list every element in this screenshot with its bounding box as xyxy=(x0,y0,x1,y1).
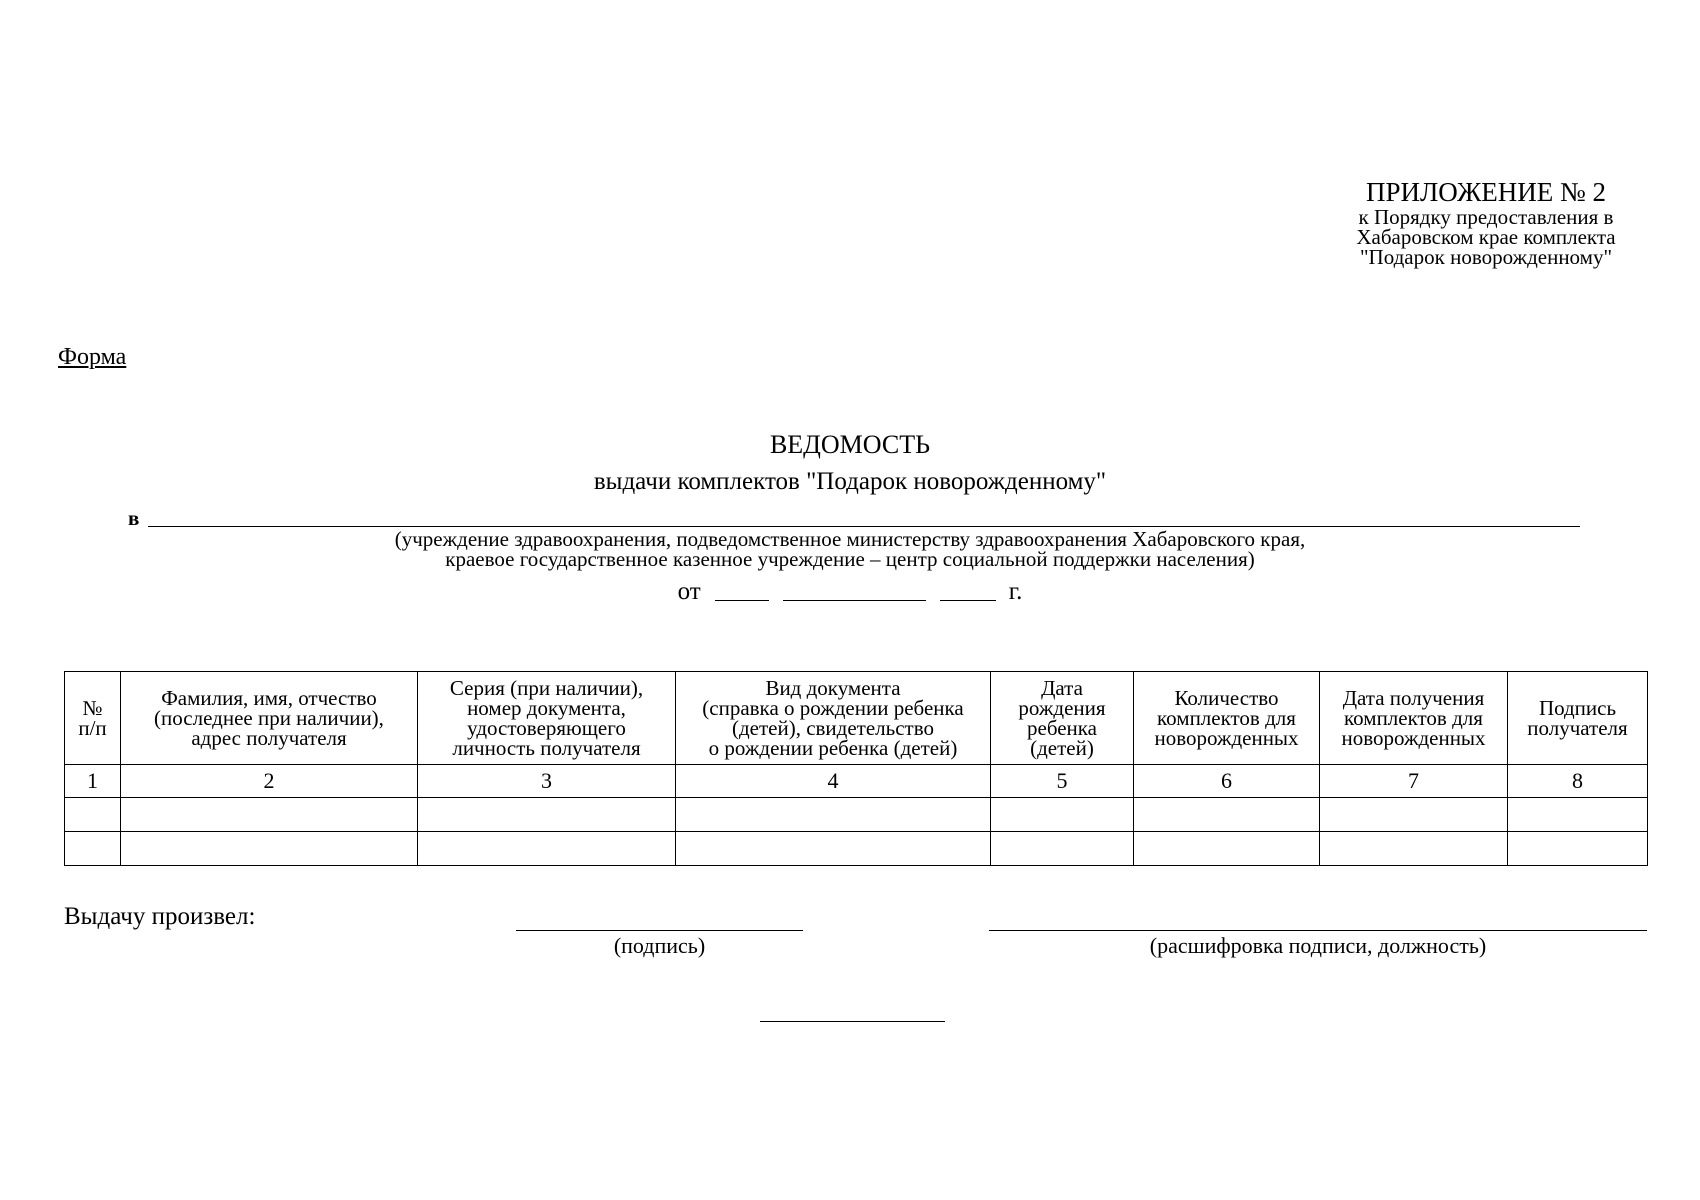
appendix-title: ПРИЛОЖЕНИЕ № 2 xyxy=(1365,177,1607,207)
appendix-line: Хабаровском крае комплекта xyxy=(1356,225,1616,249)
appendix-line: "Подарок новорожденному" xyxy=(1359,245,1613,269)
header-line: новорожденных xyxy=(1341,726,1486,750)
column-number-row xyxy=(65,765,1648,798)
header-line: (справка о рождении ребенка xyxy=(702,696,964,720)
table-cell[interactable] xyxy=(676,798,991,832)
column-header-document-type xyxy=(676,672,991,765)
table-cell[interactable] xyxy=(1508,798,1648,832)
header-line: новорожденных xyxy=(1154,726,1299,750)
signature-field-line[interactable] xyxy=(516,930,803,931)
table-cell[interactable] xyxy=(676,832,991,866)
date-row xyxy=(0,578,1700,606)
header-line: Вид документа xyxy=(765,676,901,700)
table-cell[interactable] xyxy=(991,798,1134,832)
header-line: комплектов для xyxy=(1344,706,1483,730)
header-line: адрес получателя xyxy=(191,726,347,750)
table-cell[interactable] xyxy=(991,832,1134,866)
column-header-number xyxy=(65,672,121,765)
table-cell[interactable] xyxy=(65,832,121,866)
header-line: ребенка xyxy=(1027,716,1097,740)
ledger-table xyxy=(64,671,1648,866)
table-cell[interactable] xyxy=(1508,832,1648,866)
column-number: 7 xyxy=(1320,765,1508,798)
header-line: Количество xyxy=(1174,686,1279,710)
header-line: Фамилия, имя, отчество xyxy=(161,686,377,710)
column-header-full-name xyxy=(121,672,418,765)
header-line: получателя xyxy=(1527,716,1628,740)
column-number: 1 xyxy=(65,765,121,798)
column-number: 8 xyxy=(1508,765,1648,798)
table-row xyxy=(65,798,1648,832)
header-line: удостоверяющего xyxy=(467,716,626,740)
header-line: Подпись xyxy=(1538,696,1617,720)
header-line: п/п xyxy=(78,716,107,740)
date-year-field[interactable] xyxy=(940,578,996,601)
document-subtitle: выдачи комплектов "Подарок новорожденному" xyxy=(593,468,1107,495)
header-line: Серия (при наличии), xyxy=(449,676,644,700)
table-cell[interactable] xyxy=(418,798,676,832)
date-prefix: от xyxy=(677,578,701,605)
column-number: 5 xyxy=(991,765,1134,798)
issued-by-label: Выдачу произвел: xyxy=(64,903,256,930)
header-line: о рождении ребенка (детей) xyxy=(708,736,958,760)
table-cell[interactable] xyxy=(418,832,676,866)
appendix-line: к Порядку предоставления в xyxy=(1358,205,1614,229)
column-header-recipient-signature xyxy=(1508,672,1648,765)
institution-caption-line: краевое государственное казенное учреждение – центр социальной поддержки населения) xyxy=(445,547,1255,571)
signature-caption: (подпись) xyxy=(613,933,706,958)
column-header-id-document xyxy=(418,672,676,765)
institution-prefix: в xyxy=(128,506,140,530)
table-header-row xyxy=(65,672,1648,765)
signature-decode-field-line[interactable] xyxy=(989,930,1647,931)
institution-caption xyxy=(0,529,1700,569)
date-day-field[interactable] xyxy=(715,578,769,601)
header-line: личность получателя xyxy=(452,736,641,760)
table-row xyxy=(65,832,1648,866)
form-label: Форма xyxy=(58,344,127,370)
table-cell[interactable] xyxy=(121,798,418,832)
table-cell[interactable] xyxy=(1320,798,1508,832)
header-line: (детей) xyxy=(1030,736,1094,760)
document-title: ВЕДОМОСТЬ xyxy=(769,430,931,459)
institution-caption-line: (учреждение здравоохранения, подведомственное министерству здравоохранения Хабаровского края, xyxy=(394,527,1306,551)
column-header-birth-date xyxy=(991,672,1134,765)
header-line: (последнее при наличии), xyxy=(154,706,384,730)
table-cell[interactable] xyxy=(65,798,121,832)
header-line: Дата получения xyxy=(1342,686,1485,710)
header-line: Дата xyxy=(1041,676,1083,700)
header-line: номер документа, xyxy=(467,696,626,720)
column-header-kit-count xyxy=(1134,672,1320,765)
table-cell[interactable] xyxy=(121,832,418,866)
signature-decode-caption: (расшифровка подписи, должность) xyxy=(1149,933,1487,958)
table-cell[interactable] xyxy=(1134,798,1320,832)
column-header-receipt-date xyxy=(1320,672,1508,765)
table-cell[interactable] xyxy=(1134,832,1320,866)
header-line: (детей), свидетельство xyxy=(731,716,935,740)
header-line: рождения xyxy=(1018,696,1106,720)
column-number: 4 xyxy=(676,765,991,798)
header-line: комплектов для xyxy=(1157,706,1296,730)
date-month-field[interactable] xyxy=(783,578,926,601)
table-cell[interactable] xyxy=(1320,832,1508,866)
appendix-block xyxy=(1326,177,1646,267)
end-divider-line xyxy=(760,1021,945,1022)
date-suffix: г. xyxy=(1008,578,1023,605)
column-number: 6 xyxy=(1134,765,1320,798)
column-number: 3 xyxy=(418,765,676,798)
column-number: 2 xyxy=(121,765,418,798)
header-line: № xyxy=(82,696,103,720)
